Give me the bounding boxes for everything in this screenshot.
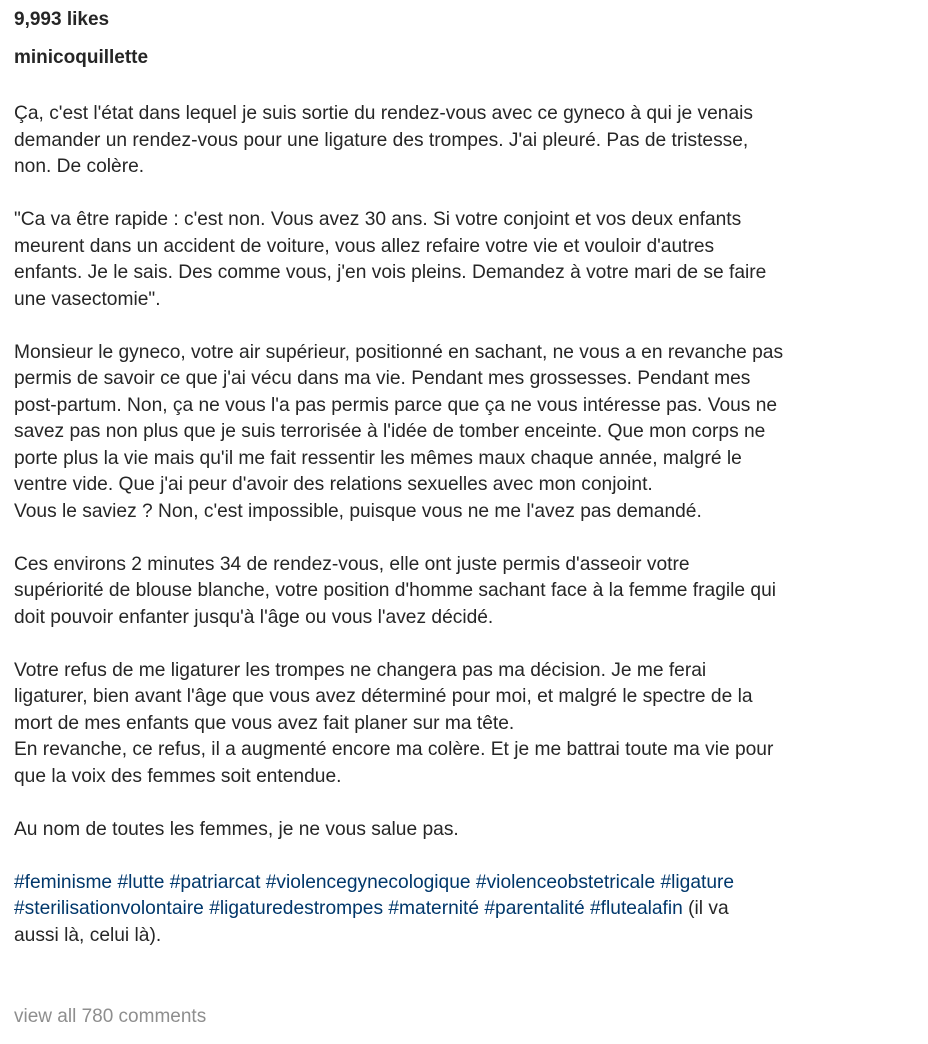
caption-line: que la voix des femmes soit entendue.: [14, 765, 342, 787]
hashtag-link[interactable]: #feminisme: [14, 871, 113, 893]
username-link[interactable]: minicoquillette: [14, 47, 149, 68]
caption-paragraph-2: [14, 207, 919, 313]
caption-line: Votre refus de me ligaturer les trompes ne changera pas ma décision. Je me ferai: [14, 659, 707, 681]
caption-line: supériorité de blouse blanche, votre position d'homme sachant face à la femme fragile qui: [14, 580, 777, 601]
caption-trailing-text: (il va: [682, 898, 729, 919]
hashtag-link[interactable]: #sterilisationvolontaire: [14, 898, 204, 919]
caption-line: demander un rendez-vous pour une ligature des trompes. J'ai pleuré. Pas de tristesse,: [14, 129, 749, 151]
caption-line: Monsieur le gyneco, votre air supérieur, positionné en sachant, ne vous a en revanche pas: [14, 341, 784, 363]
caption-line: non. De colère.: [14, 156, 145, 177]
hashtag-link[interactable]: #ligaturedestrompes: [209, 898, 384, 919]
caption-paragraph-4: [14, 552, 919, 632]
caption-paragraph-6: [14, 817, 919, 844]
view-all-comments-link[interactable]: view all 780 comments: [14, 1006, 207, 1027]
caption-line: Ces environs 2 minutes 34 de rendez-vous, elle ont juste permis d'asseoir votre: [14, 553, 690, 575]
caption-line: Ça, c'est l'état dans lequel je suis sortie du rendez-vous avec ce gyneco à qui je venais: [14, 103, 753, 124]
caption-line: Vous le saviez ? Non, c'est impossible, puisque vous ne me l'avez pas demandé.: [14, 500, 702, 522]
caption-line: ligaturer, bien avant l'âge que vous avez déterminé pour moi, et malgré le spectre de la: [14, 686, 753, 707]
hashtag-line: [14, 870, 919, 897]
caption-paragraph-5: [14, 658, 919, 791]
caption-line: Au nom de toutes les femmes, je ne vous salue pas.: [14, 818, 459, 840]
caption-line: savez pas non plus que je suis terrorisée à l'idée de tomber enceinte. Que mon corps ne: [14, 421, 766, 442]
caption-line: doit pouvoir enfanter jusqu'à l'âge ou vous l'avez décidé.: [14, 606, 494, 628]
hashtag-link[interactable]: #maternité: [388, 898, 480, 919]
caption-line: une vasectomie".: [14, 288, 161, 310]
hashtag-line: [14, 896, 919, 923]
hashtag-link[interactable]: #violencegynecologique: [265, 871, 471, 893]
post-caption: [14, 101, 919, 949]
hashtag-link[interactable]: #patriarcat: [169, 871, 261, 893]
hashtag-block: [14, 870, 919, 950]
caption-line: porte plus la vie mais qu'il me fait ressentir les mêmes maux chaque année, malgré le: [14, 447, 742, 469]
caption-paragraph-3: [14, 340, 919, 526]
caption-line: "Ca va être rapide : c'est non. Vous avez 30 ans. Si votre conjoint et vos deux enfants: [14, 209, 742, 230]
caption-line: permis de savoir ce que j'ai vécu dans ma vie. Pendant mes grossesses. Pendant mes: [14, 368, 751, 389]
likes-count[interactable]: 9,993 likes: [14, 9, 110, 30]
hashtag-link[interactable]: #violenceobstetricale: [475, 871, 656, 893]
caption-line: En revanche, ce refus, il a augmenté encore ma colère. Et je me battrai toute ma vie pour: [14, 739, 774, 760]
caption-line: mort de mes enfants que vous avez fait planer sur ma tête.: [14, 712, 515, 734]
hashtag-link[interactable]: #lutte: [117, 871, 165, 893]
caption-line: post-partum. Non, ça ne vous l'a pas permis parce que ça ne vous intéresse pas. Vous ne: [14, 394, 778, 416]
hashtag-link[interactable]: #parentalité: [484, 898, 585, 919]
caption-line: enfants. Je le sais. Des comme vous, j'en vois pleins. Demandez à votre mari de se faire: [14, 262, 767, 283]
caption-line: aussi là, celui là).: [14, 924, 162, 946]
hashtag-link[interactable]: #flutealafin: [590, 898, 683, 919]
caption-line: meurent dans un accident de voiture, vous allez refaire votre vie et vouloir d'autres: [14, 235, 715, 257]
hashtag-link[interactable]: #ligature: [660, 871, 735, 893]
caption-paragraph-1: [14, 101, 919, 181]
caption-line: ventre vide. Que j'ai peur d'avoir des relations sexuelles avec mon conjoint.: [14, 474, 653, 495]
